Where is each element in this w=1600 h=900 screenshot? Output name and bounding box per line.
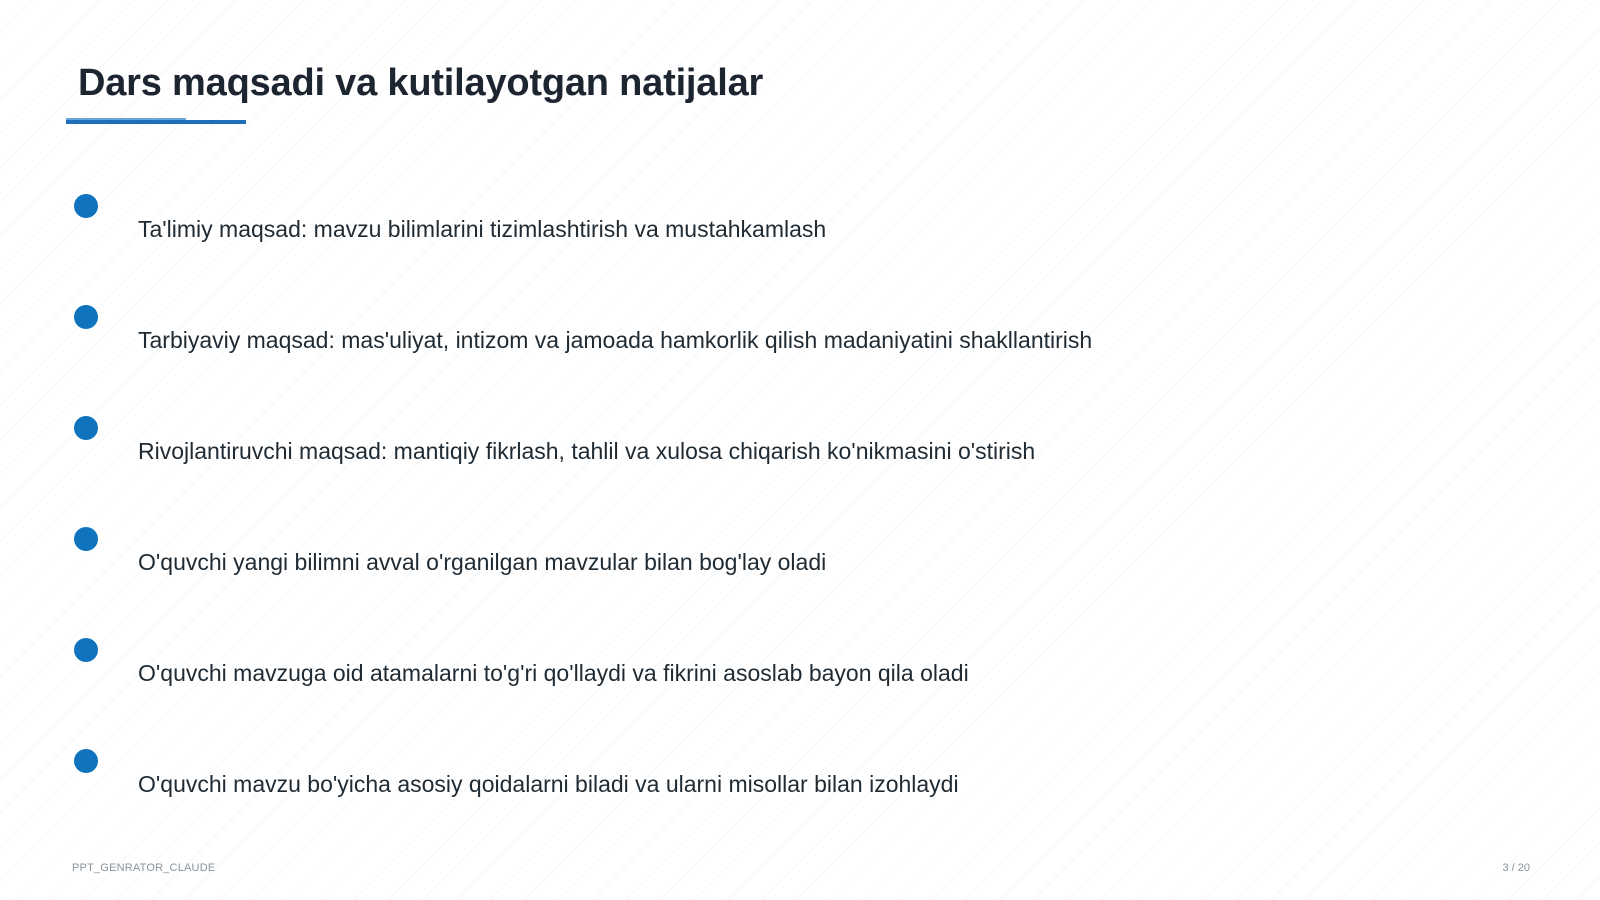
- page-indicator: 3 / 20: [1502, 862, 1530, 874]
- list-item: [0, 305, 1600, 365]
- slide-title: Dars maqsadi va kutilayotgan natijalar: [78, 62, 764, 104]
- bullet-dot-icon: [74, 527, 98, 551]
- bullet-dot-icon: [74, 194, 98, 218]
- bullet-text: Rivojlantiruvchi maqsad: mantiqiy fikrlash, tahlil va xulosa chiqarish ko'nikmasini o'stirish: [138, 438, 1036, 464]
- list-item: [0, 416, 1600, 476]
- bullet-text: Ta'limiy maqsad: mavzu bilimlarini tizimlashtirish va mustahkamlash: [138, 216, 827, 242]
- list-item: [0, 638, 1600, 698]
- list-item: [0, 749, 1600, 809]
- bullet-text: Tarbiyaviy maqsad: mas'uliyat, intizom va jamoada hamkorlik qilish madaniyatini shakllantirish: [138, 327, 1093, 353]
- bullet-dot-icon: [74, 305, 98, 329]
- bullet-text: O'quvchi mavzu bo'yicha asosiy qoidalarni biladi va ularni misollar bilan izohlaydi: [138, 771, 959, 797]
- bullet-dot-icon: [74, 749, 98, 773]
- bullet-dot-icon: [74, 638, 98, 662]
- bullet-text: O'quvchi mavzuga oid atamalarni to'g'ri qo'llaydi va fikrini asoslab bayon qila oladi: [138, 660, 969, 686]
- list-item: [0, 194, 1600, 254]
- bullet-text: O'quvchi yangi bilimni avval o'rganilgan mavzular bilan bog'lay oladi: [138, 549, 827, 575]
- footer-source-label: PPT_GENRATOR_CLAUDE: [72, 862, 216, 874]
- bullet-dot-icon: [74, 416, 98, 440]
- list-item: [0, 527, 1600, 587]
